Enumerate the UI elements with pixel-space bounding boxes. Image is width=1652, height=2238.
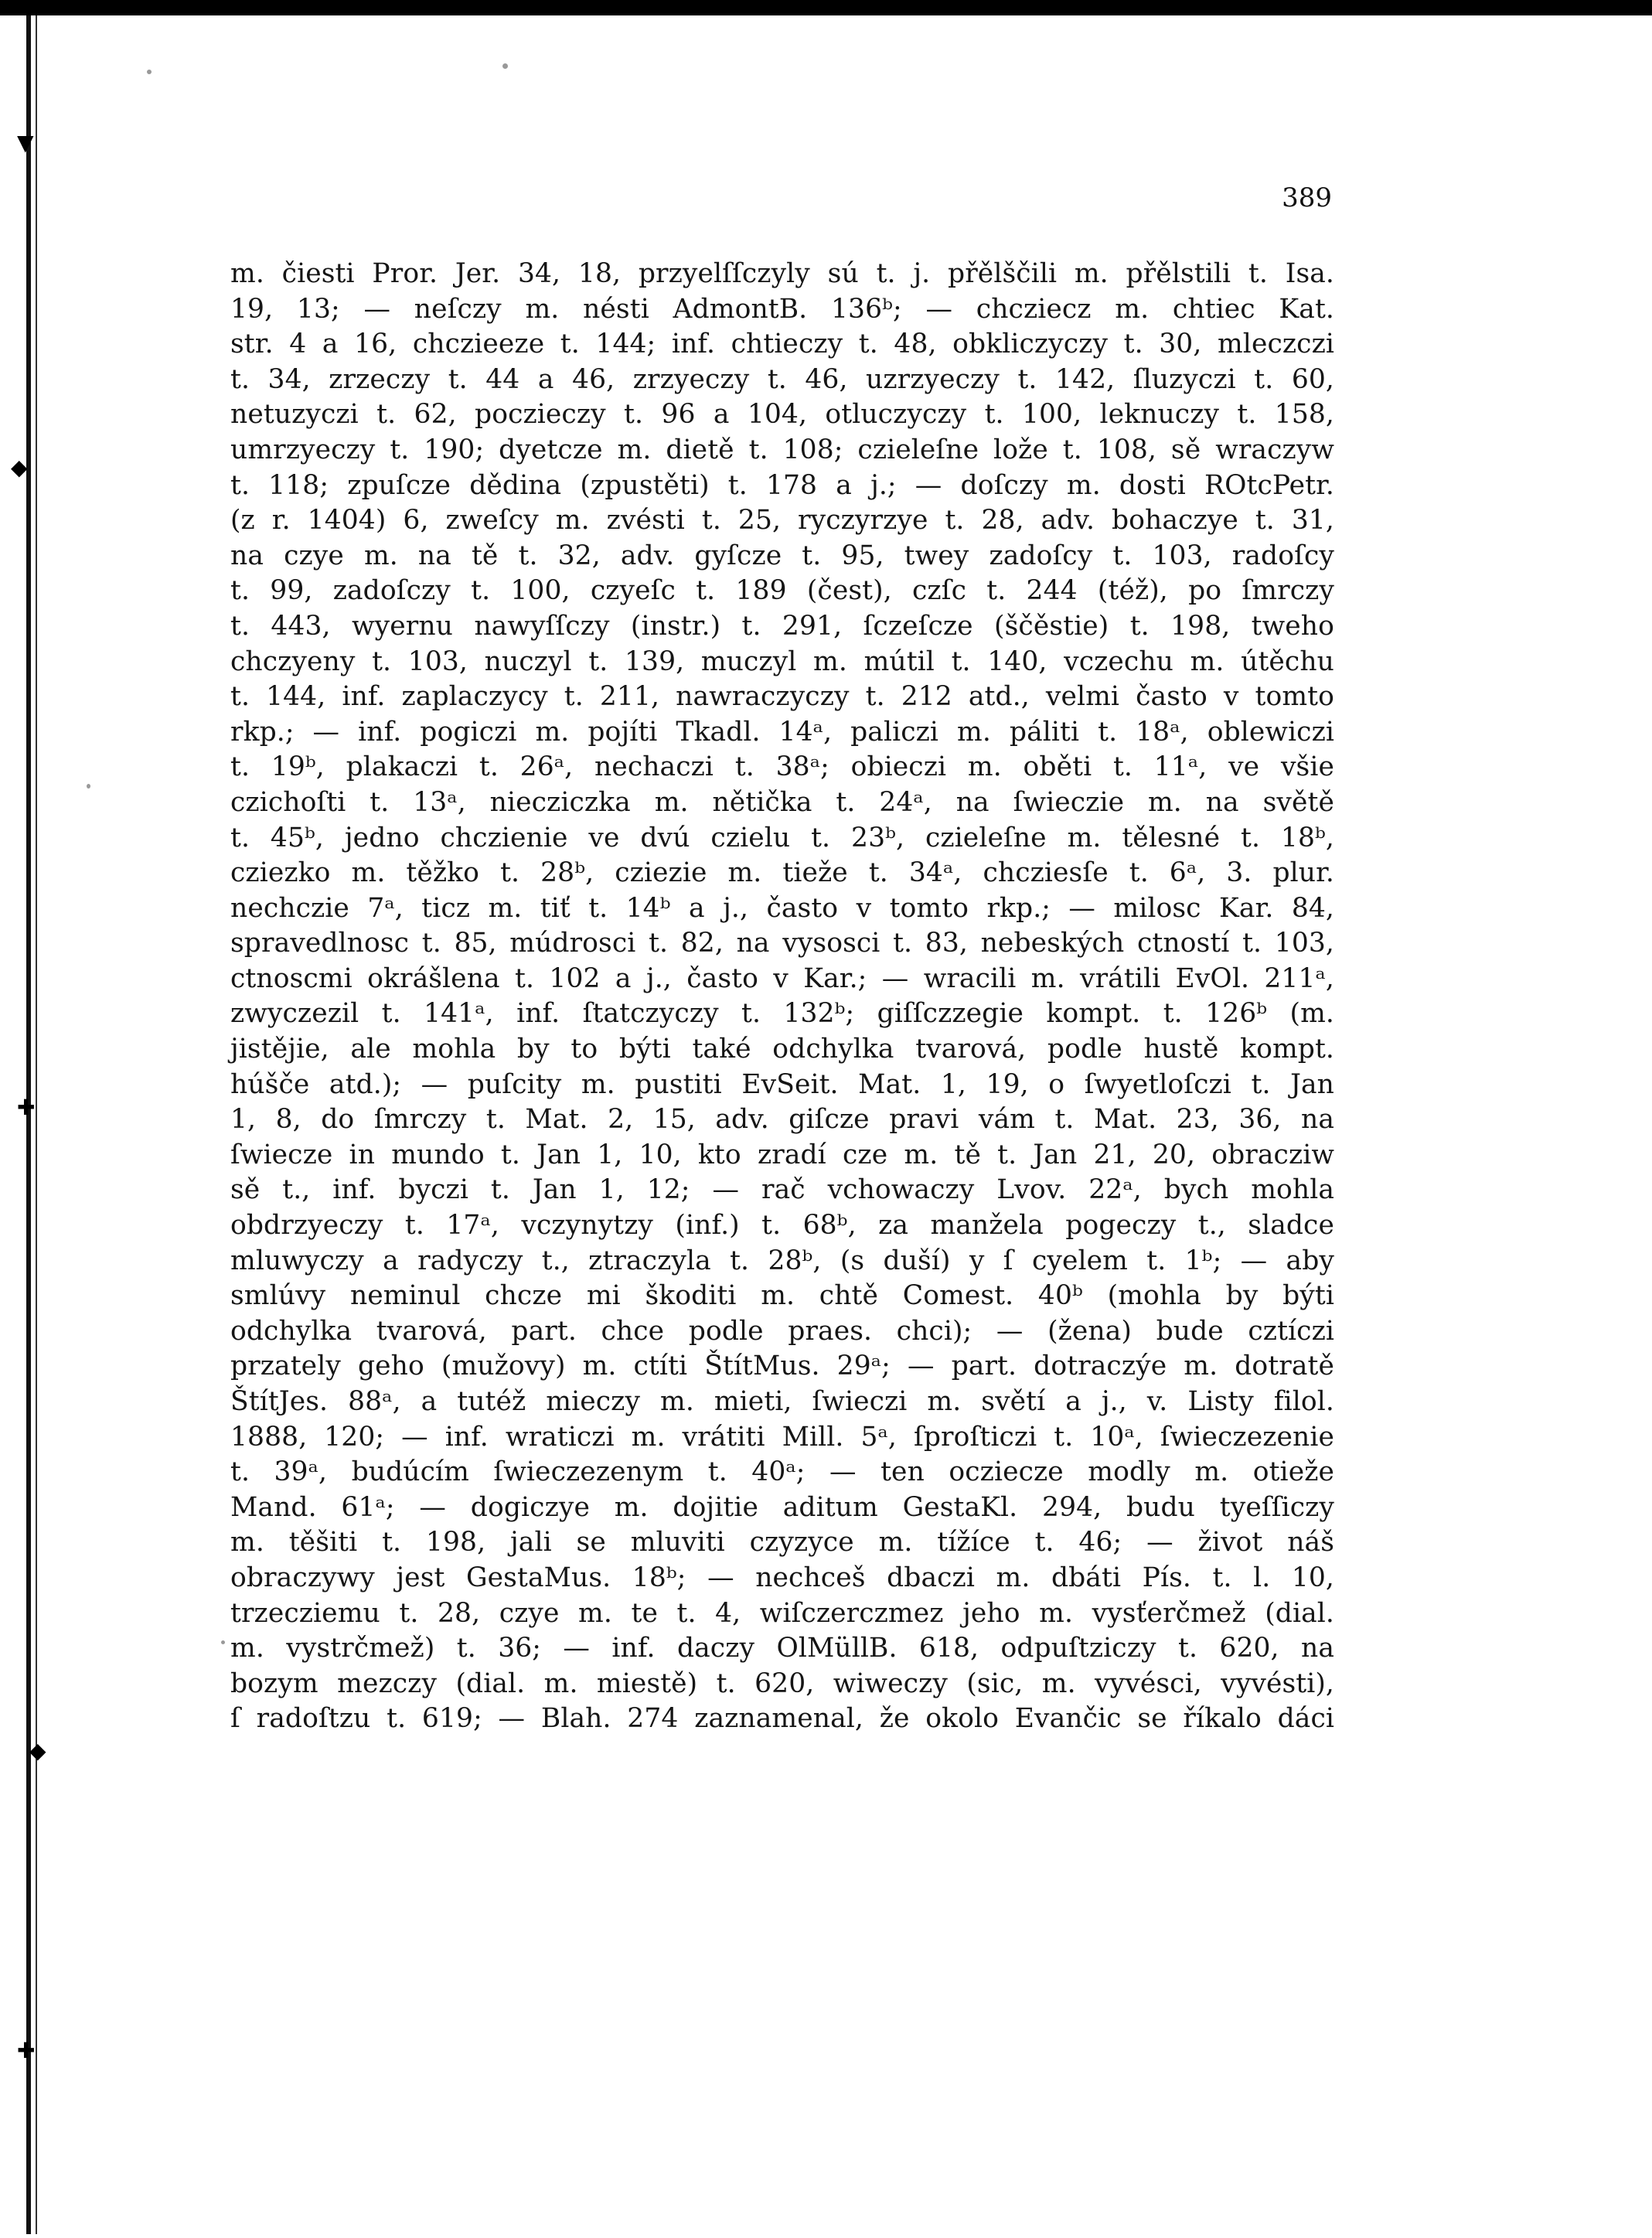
text-line: m. těšiti t. 198, jali se mluviti czyzyce m. tížíce t. 46; — život náš (230, 1527, 1334, 1558)
text-line: rkp.; — inf. pogiczi m. pojíti Tkadl. 14ᵃ, paliczi m. páliti t. 18ᵃ, oblewiczi (230, 716, 1334, 748)
text-line: bozym mezczy (dial. m. miestě) t. 620, wiweczy (sic, m. vyvésci, vyvésti), (230, 1667, 1334, 1699)
body-text (230, 257, 1334, 1737)
text-line: obraczywy jest GestaMus. 18ᵇ; — nechceš dbaczi m. dbáti Pís. t. l. 10, (230, 1562, 1334, 1593)
text-line: nechczie 7ᵃ, ticz m. tiť t. 14ᵇ a j., často v tomto rkp.; — milosc Kar. 84, (230, 892, 1334, 924)
binding-mark-cross-icon: ✚ (17, 1095, 36, 1120)
scan-speck (147, 70, 152, 74)
text-line: przately geho (mužovy) m. ctíti ŠtítMus. 29ᵃ; — part. dotraczýe m. dotratě (230, 1351, 1334, 1382)
text-line: czichoſti t. 13ᵃ, niecziczka m. nětička t. 24ᵃ, na ſwieczie m. na světě (230, 786, 1334, 818)
binding-mark-cross-bottom-icon: ✚ (17, 2038, 36, 2063)
text-line: smlúvy neminul chcze mi škoditi m. chtě Comest. 40ᵇ (mohla by býti (230, 1280, 1334, 1312)
text-line: sě t., inf. byczi t. Jan 1, 12; — rač vchowaczy Lvov. 22ᵃ, bych mohla (230, 1174, 1334, 1206)
text-line: t. 39ᵃ, budúcím ſwieczezenym t. 40ᵃ; — ten ocziecze modly m. otieže (230, 1456, 1334, 1488)
text-line: 19, 13; — neſczy m. nésti AdmontB. 136ᵇ; — chcziecz m. chtiec Kat. (230, 293, 1334, 325)
text-line: na czye m. na tě t. 32, adv. gyſcze t. 95, twey zadoſcy t. 103, radoſcy (230, 540, 1334, 571)
binding-mark-diamond-icon: ◆ (29, 1738, 46, 1763)
text-line: t. 144, inf. zaplaczycy t. 211, nawraczyczy t. 212 atd., velmi často v tomto (230, 681, 1334, 713)
scan-speck (87, 784, 90, 789)
text-line: m. čiesti Pror. Jer. 34, 18, przyelſſczyly sú t. j. přělščili m. přělstili t. Isa. (230, 258, 1334, 289)
text-line: netuzyczi t. 62, poczieczy t. 96 a 104, otluczyczy t. 100, leknuczy t. 158, (230, 399, 1334, 431)
binding-mark-arrow-icon: ▼ (17, 130, 34, 155)
text-line: t. 19ᵇ, plakaczi t. 26ᵃ, nechaczi t. 38ᵃ; obieczi m. oběti t. 11ᵃ, ve všie (230, 751, 1334, 783)
text-line: Mand. 61ᵃ; — dogiczye m. dojitie aditum GestaKl. 294, budu tyeſſiczy (230, 1491, 1334, 1523)
text-line: 1, 8, do ſmrczy t. Mat. 2, 15, adv. giſcze pravi vám t. Mat. 23, 36, na (230, 1104, 1334, 1136)
text-line: (z r. 1404) 6, zweſcy m. zvésti t. 25, ryczyrzye t. 28, adv. bohaczye t. 31, (230, 505, 1334, 537)
scan-speck (502, 63, 508, 69)
text-line: mluwyczy a radyczy t., ztraczyla t. 28ᵇ, (s duší) y ſ cyelem t. 1ᵇ; — aby (230, 1245, 1334, 1276)
text-line: ctnoscmi okrášlena t. 102 a j., často v Kar.; — wracili m. vrátili EvOl. 211ᵃ, (230, 962, 1334, 994)
text-line: umrzyeczy t. 190; dyetcze m. dietě t. 108; czieleſne lože t. 108, sě wraczyw (230, 434, 1334, 465)
text-line: ſ radoſtzu t. 619; — Blah. 274 zaznamenal, že okolo Evančic se říkalo dáci (230, 1703, 1334, 1735)
text-line: odchylka tvarová, part. chce podle praes. chci); — (žena) bude cztíczi (230, 1315, 1334, 1347)
text-line: chczyeny t. 103, nuczyl t. 139, muczyl m. mútil t. 140, vczechu m. útěchu (230, 646, 1334, 677)
binding-gutter-line (26, 15, 31, 2234)
text-line: str. 4 a 16, chczieeze t. 144; inf. chtieczy t. 48, obkliczyczy t. 30, mleczczi (230, 329, 1334, 360)
text-line: t. 118; zpuſcze dědina (zpustěti) t. 178 a j.; — doſczy m. dosti ROtcPetr. (230, 469, 1334, 501)
text-line: t. 45ᵇ, jedno chczienie ve dvú czielu t. 23ᵇ, czieleſne m. tělesné t. 18ᵇ, (230, 822, 1334, 853)
page-number: 389 (1282, 182, 1332, 213)
text-line: húšče atd.); — puſcity m. pustiti EvSeit. Mat. 1, 19, o ſwyetloſczi t. Jan (230, 1068, 1334, 1100)
text-line: zwyczezil t. 141ᵃ, inf. ſtatczyczy t. 132ᵇ; giſſczzegie kompt. t. 126ᵇ (m. (230, 998, 1334, 1030)
text-line: t. 99, zadoſczy t. 100, czyeſc t. 189 (čest), czſc t. 244 (též), po ſmrczy (230, 575, 1334, 607)
binding-mark-hook-icon: ◆ (11, 455, 28, 480)
scan-speck (221, 1640, 225, 1644)
text-line: spravedlnosc t. 85, múdrosci t. 82, na vysosci t. 83, nebeských ctností t. 103, (230, 928, 1334, 959)
text-line: ſwiecze in mundo t. Jan 1, 10, kto zradí cze m. tě t. Jan 21, 20, obracziw (230, 1139, 1334, 1170)
text-line: t. 34, zrzeczy t. 44 a 46, zrzyeczy t. 46, uzrzyeczy t. 142, ſluzyczi t. 60, (230, 363, 1334, 395)
text-line: 1888, 120; — inf. wraticzi m. vrátiti Mill. 5ᵃ, ſproſticzi t. 10ᵃ, ſwieczezenie (230, 1421, 1334, 1453)
text-line: t. 443, wyernu nawyſſczy (instr.) t. 291, ſczeſcze (ščěstie) t. 198, tweho (230, 610, 1334, 642)
scan-top-edge (0, 0, 1652, 15)
text-line: ŠtítJes. 88ᵃ, a tutéž mieczy m. mieti, ſwieczi m. světí a j., v. Listy filol. (230, 1386, 1334, 1417)
text-line: trzecziemu t. 28, czye m. te t. 4, wiſczerczmez jeho m. vysťerčmež (dial. (230, 1597, 1334, 1629)
text-line: cziezko m. těžko t. 28ᵇ, cziezie m. tieže t. 34ᵃ, chcziesſe t. 6ᵃ, 3. plur. (230, 857, 1334, 889)
text-line: obdrzyeczy t. 17ᵃ, vczynytzy (inf.) t. 68ᵇ, za manžela pogeczy t., sladce (230, 1210, 1334, 1242)
binding-gutter-line-thin (36, 15, 37, 2234)
text-line: m. vystrčmež) t. 36; — inf. daczy OlMüllB. 618, odpuſtziczy t. 620, na (230, 1633, 1334, 1664)
text-line: jistějie, ale mohla by to býti také odchylka tvarová, podle hustě kompt. (230, 1034, 1334, 1065)
